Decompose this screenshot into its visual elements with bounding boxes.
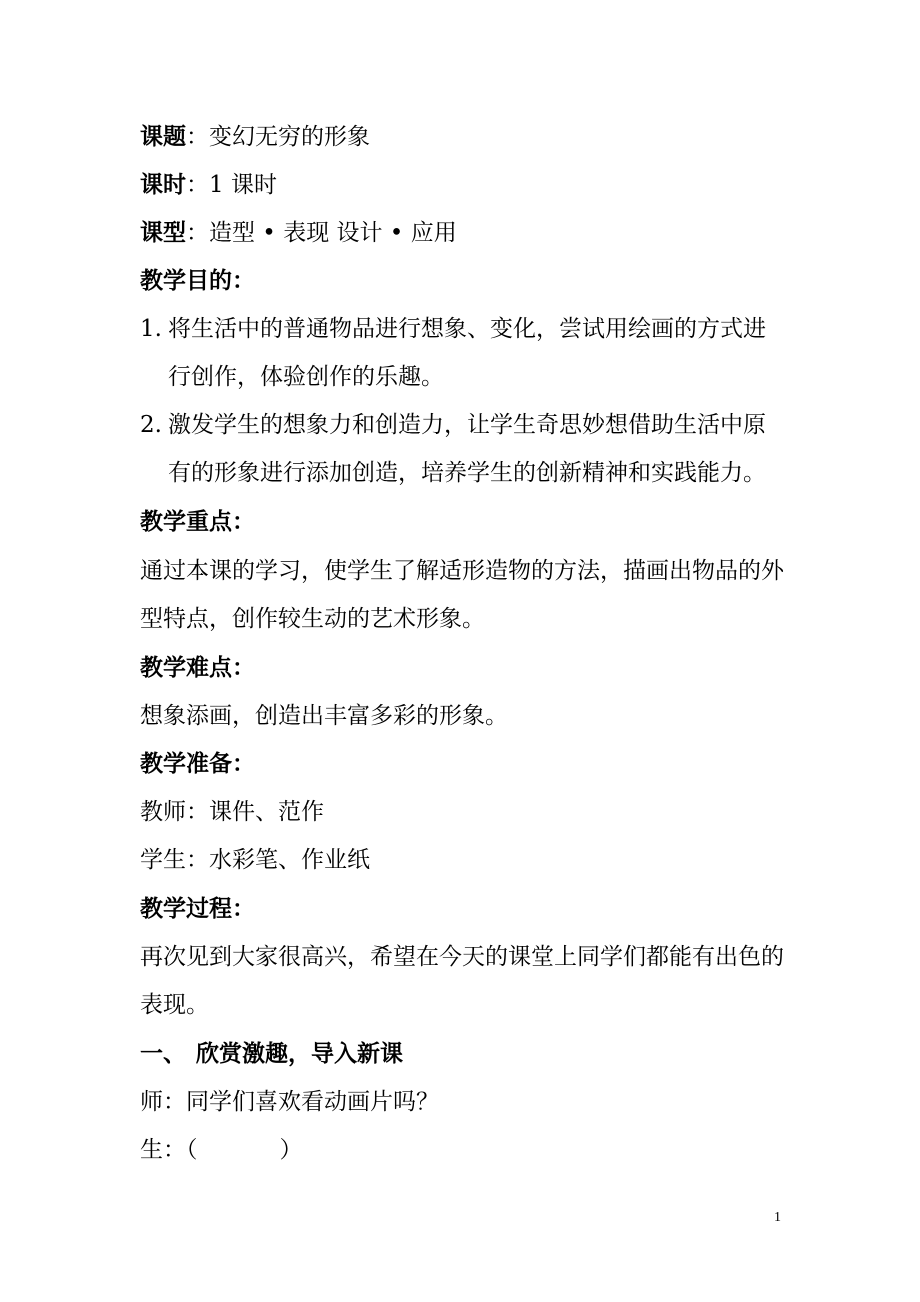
hours-value: ：1 课时: [186, 172, 277, 198]
process-intro-continued: 表现。: [140, 992, 209, 1018]
dialog-teacher: 师：同学们喜欢看动画片吗？: [140, 1089, 439, 1115]
difficulties-heading: 教学难点：: [140, 654, 255, 681]
difficulties-text: 想象添画，创造出丰富多彩的形象。: [140, 703, 508, 729]
dialog-student-prefix: 生：（: [140, 1137, 198, 1163]
topic-value: ：变幻无穷的形象: [186, 124, 370, 150]
objective-text: 激发学生的想象力和创造力，让学生奇思妙想借助生活中原: [168, 412, 766, 438]
preparation-teacher: 教师：课件、范作: [140, 799, 324, 825]
objective-number: 2.: [140, 412, 162, 438]
process-heading: 教学过程：: [140, 895, 255, 922]
dialog-student-suffix: ）: [279, 1137, 303, 1163]
topic-label: 课题: [140, 123, 186, 150]
objectives-heading: 教学目的：: [140, 267, 255, 294]
process-intro: 再次见到大家很高兴，希望在今天的课堂上同学们都能有出色的: [140, 944, 784, 970]
type-label: 课型: [140, 219, 186, 246]
key-points-heading: 教学重点：: [140, 508, 255, 535]
hours-label: 课时: [140, 171, 186, 198]
page-number: 1: [774, 1210, 781, 1225]
preparation-heading: 教学准备：: [140, 750, 255, 777]
objective-number: 1.: [140, 316, 162, 342]
preparation-student: 学生：水彩笔、作业纸: [140, 847, 370, 873]
section-number: 一、: [140, 1040, 186, 1067]
type-line: [140, 217, 457, 249]
key-points-text-continued: 型特点，创作较生动的艺术形象。: [140, 606, 485, 632]
topic-line: [140, 121, 370, 153]
objective-text: 将生活中的普通物品进行想象、变化，尝试用绘画的方式进: [168, 316, 766, 342]
objective-item-2-continued: 有的形象进行添加创造，培养学生的创新精神和实践能力。: [168, 460, 766, 486]
key-points-text: 通过本课的学习，使学生了解适形造物的方法，描画出物品的外: [140, 558, 784, 584]
objective-item-2: [140, 409, 766, 441]
dialog-student: [140, 1134, 303, 1166]
section-title: 欣赏激趣，导入新课: [196, 1040, 403, 1067]
section-1-heading: [140, 1038, 403, 1070]
objective-item-1: [140, 313, 766, 345]
hours-line: [140, 169, 277, 201]
type-value: ：造型 • 表现 设计 • 应用: [186, 220, 457, 246]
objective-item-1-continued: 行创作，体验创作的乐趣。: [168, 364, 444, 390]
